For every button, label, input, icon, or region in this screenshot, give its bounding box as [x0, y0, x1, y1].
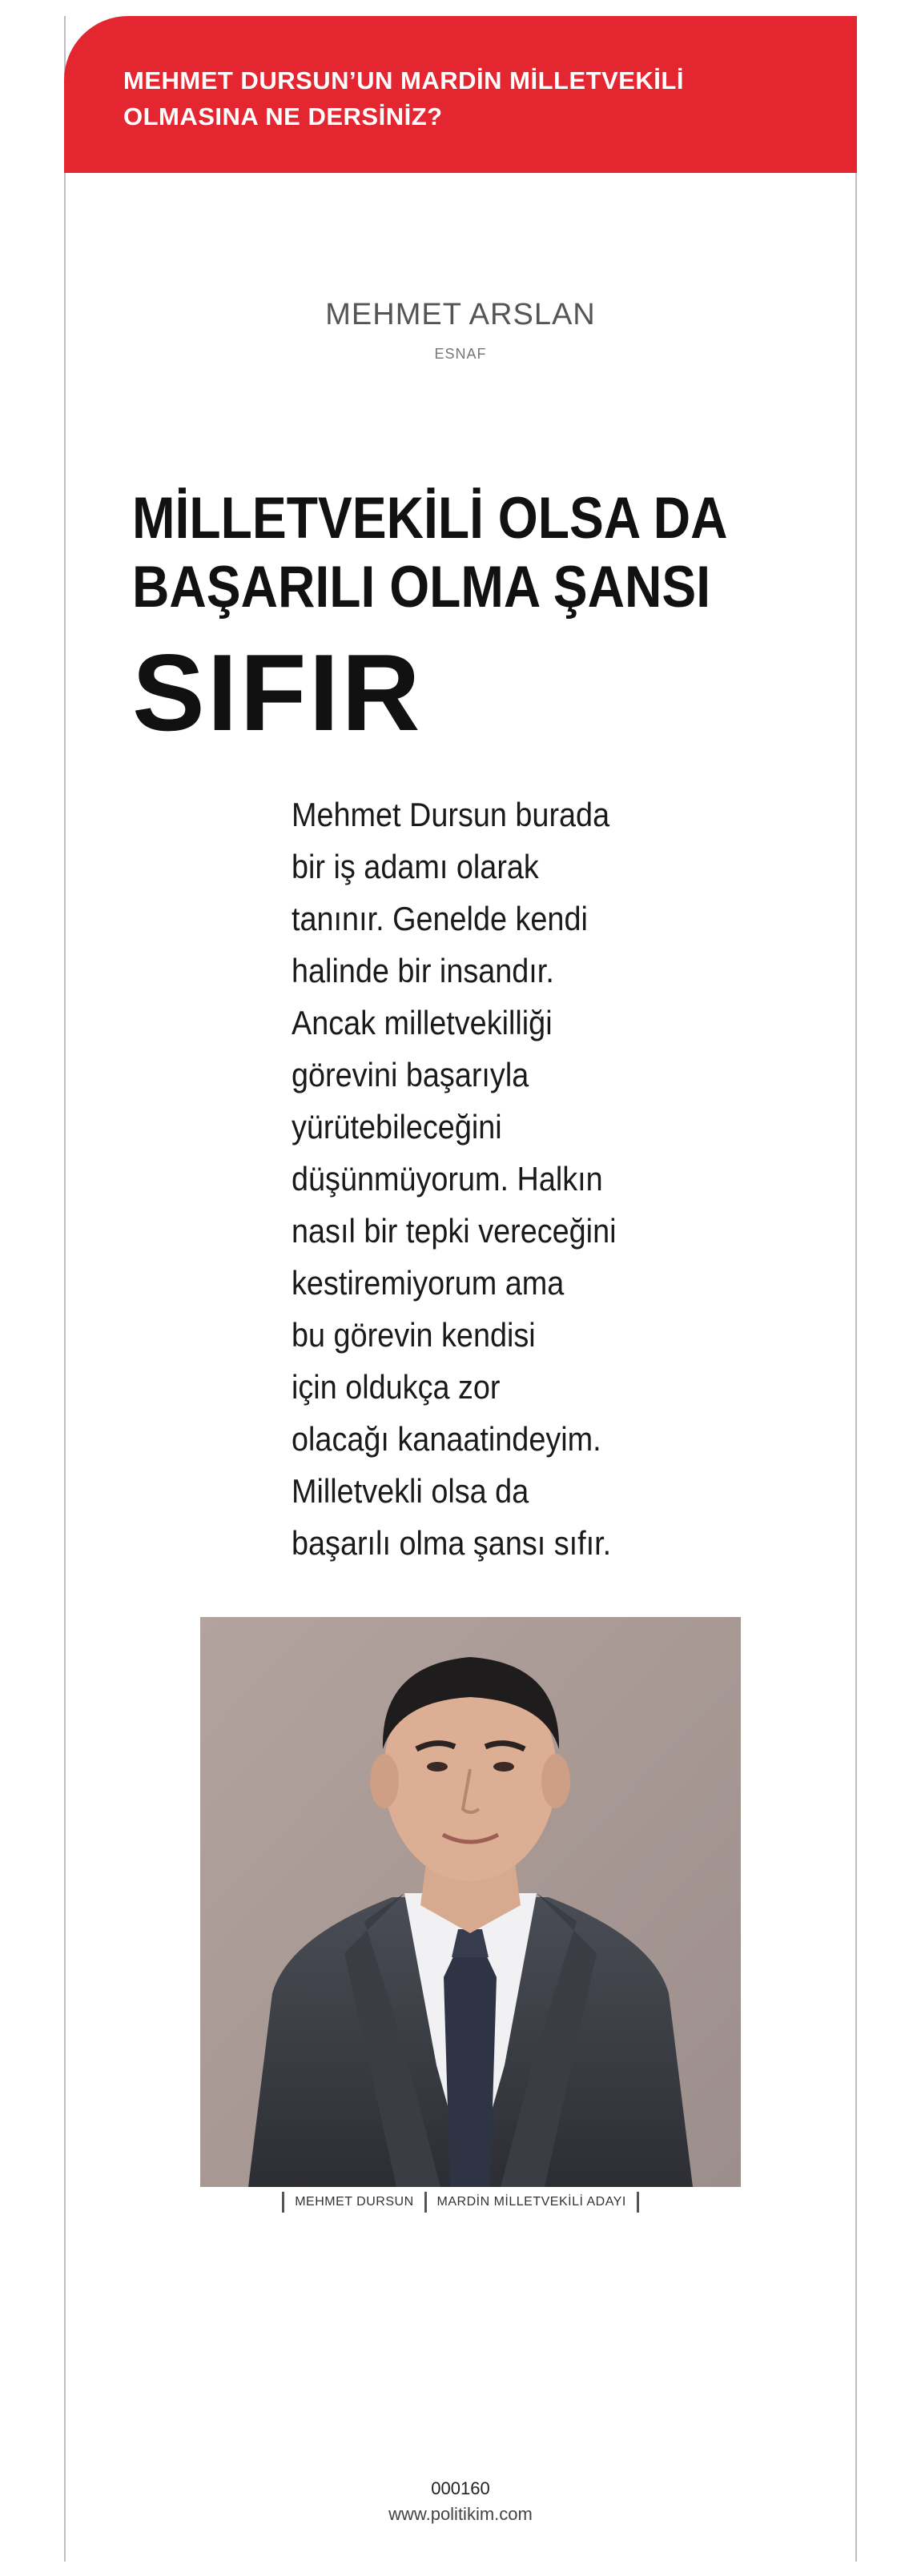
headline-emphasis: SIFIR	[132, 632, 423, 753]
header-title: MEHMET DURSUN’UN MARDİN MİLLETVEKİLİ OLMASINA NE DERSİNİZ?	[123, 66, 684, 130]
caption-name: MEHMET DURSUN	[295, 2195, 414, 2209]
website-url: www.politikim.com	[388, 2504, 533, 2524]
article-body: Mehmet Dursun burada bir iş adamı olarak tanınır. Genelde kendi halinde bir insandır. Ancak milletvekilliği görevini başarıyla yürütebileceğini düşünmüyorum. Halkın nasıl bir tepki vereceğini kestiremiyorum ama bu görevin kendisi için oldukça zor olacağı kanaatindeyim. Milletvekli olsa da başarılı olma şansı sıfır.	[292, 796, 617, 1562]
caption-divider	[424, 2192, 427, 2213]
photo-caption	[0, 2192, 921, 2213]
headline: MİLLETVEKİLİ OLSA DA BAŞARILI OLMA ŞANSI	[132, 486, 728, 620]
author-name: MEHMET ARSLAN	[325, 298, 596, 331]
caption-divider	[637, 2192, 639, 2213]
portrait-photo	[200, 1617, 741, 2187]
header-banner	[64, 16, 857, 173]
caption-title: MARDİN MİLLETVEKİLİ ADAYI	[436, 2195, 626, 2209]
author-role: ESNAF	[434, 346, 487, 362]
caption-divider	[282, 2192, 284, 2213]
page-number: 000160	[431, 2478, 490, 2498]
